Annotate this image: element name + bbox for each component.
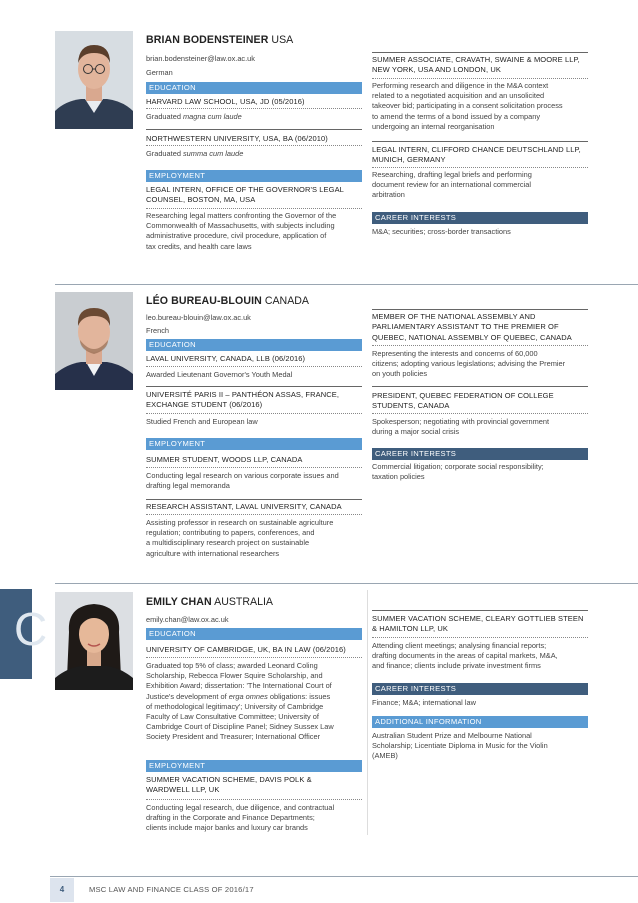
- employment-heading: EMPLOYMENT: [146, 170, 362, 182]
- employment-entry-description: Researching legal matters confronting the Governor of the Commonwealth of Massachusetts, with subjects including administrative procedure, civil procedure, application of tax credits, and health care laws: [146, 211, 337, 251]
- employment-entry-title: SUMMER STUDENT, WOODS LLP, CANADA: [146, 455, 303, 464]
- career-interests-text: M&A; securities; cross-border transactions: [372, 227, 511, 236]
- education-entry-title: UNIVERSITY OF CAMBRIDGE, UK, BA IN LAW (06/2016): [146, 645, 346, 654]
- entry-divider: [372, 141, 588, 142]
- employment-entry-title: PRESIDENT, QUEBEC FEDERATION OF COLLEGE STUDENTS, CANADA: [372, 391, 554, 411]
- portrait-photo-brian-bodensteiner: [55, 31, 133, 129]
- profile-name: LÉO BUREAU-BLOUIN CANADA: [146, 295, 309, 307]
- employment-entry-description: Conducting legal research on various corporate issues and drafting legal memoranda: [146, 471, 339, 491]
- portrait-photo-emily-chan: [55, 592, 133, 690]
- profile-language: French: [146, 326, 170, 335]
- employment-entry-title: LEGAL INTERN, OFFICE OF THE GOVERNOR'S LEGAL COUNSEL, BOSTON, MA, USA: [146, 185, 344, 205]
- career-interests-text: Finance; M&A; international law: [372, 698, 476, 707]
- employment-entry-description: Assisting professor in research on sustainable agriculture regulation; contributing to papers, conferences, and a multidisciplinary research project on sustainable agriculture with international researchers: [146, 518, 334, 558]
- employment-entry-description: Conducting legal research, due diligence, and contractual drafting in the Corporate and Finance Departments; clients include major banks and luxury car brands: [146, 803, 335, 833]
- section-letter: C: [14, 603, 48, 655]
- education-entry-description: Graduated magna cum laude: [146, 112, 242, 121]
- entry-divider: [146, 129, 362, 130]
- profile-language: German: [146, 68, 173, 77]
- employment-entry-title: SUMMER ASSOCIATE, CRAVATH, SWAINE & MOORE LLP, NEW YORK, USA AND LONDON, UK: [372, 55, 580, 75]
- employment-entry-title: LEGAL INTERN, CLIFFORD CHANCE DEUTSCHLAND LLP, MUNICH, GERMANY: [372, 145, 581, 165]
- education-entry-title: UNIVERSITÉ PARIS II – PANTHÉON ASSAS, FRANCE, EXCHANGE STUDENT (06/2016): [146, 390, 340, 410]
- entry-divider: [372, 610, 588, 611]
- education-entry-title: NORTHWESTERN UNIVERSITY, USA, BA (06/2010): [146, 134, 328, 143]
- employment-entry-description: Representing the interests and concerns of 60,000 citizens; adopting various legislations; advising the Premier on youth policies: [372, 349, 566, 379]
- education-entry-description: Awarded Lieutenant Governor's Youth Medal: [146, 370, 293, 379]
- profile-email: brian.bodensteiner@law.ox.ac.uk: [146, 54, 255, 63]
- dotted-divider: [372, 78, 588, 79]
- column-divider: [367, 590, 368, 835]
- person-portrait-icon: [55, 592, 133, 690]
- education-entry-title: HARVARD LAW SCHOOL, USA, JD (05/2016): [146, 97, 305, 106]
- footer-rule: [50, 876, 638, 877]
- footer-text: MSC LAW AND FINANCE CLASS OF 2016/17: [89, 885, 254, 894]
- dotted-divider: [146, 514, 362, 515]
- employment-heading: EMPLOYMENT: [146, 760, 362, 772]
- education-entry-description: Graduated top 5% of class; awarded Leonard Coling Scholarship, Rebecca Flower Squire Scholarship, and Exhibition Award; dissertation: 'The International Court of Justice's development of erga omnes obligations: issues of methodological legitimacy'; University of Cambridge Faculty of Law Consultative Committee; University of Cambridge Court of Discipline Panel; Sidney Sussex Law Society President and Treasurer; International Officer: [146, 661, 334, 742]
- profile-separator: [55, 284, 638, 285]
- profile-name: EMILY CHAN AUSTRALIA: [146, 596, 273, 608]
- education-heading: EDUCATION: [146, 628, 362, 640]
- education-entry-title: LAVAL UNIVERSITY, CANADA, LLB (06/2016): [146, 354, 306, 363]
- education-heading: EDUCATION: [146, 82, 362, 94]
- dotted-divider: [146, 108, 362, 109]
- career-interests-heading: CAREER INTERESTS: [372, 448, 588, 460]
- career-interests-text: Commercial litigation; corporate social responsibility; taxation policies: [372, 462, 544, 482]
- career-interests-heading: CAREER INTERESTS: [372, 683, 588, 695]
- dotted-divider: [372, 413, 588, 414]
- entry-divider: [146, 499, 362, 500]
- employment-entry-title: SUMMER VACATION SCHEME, DAVIS POLK & WARDWELL LLP, UK: [146, 775, 312, 795]
- entry-divider: [372, 386, 588, 387]
- entry-divider: [372, 52, 588, 53]
- education-heading: EDUCATION: [146, 339, 362, 351]
- profile-name: BRIAN BODENSTEINER USA: [146, 34, 294, 46]
- entry-divider: [372, 309, 588, 310]
- portrait-photo-leo-bureau-blouin: [55, 292, 133, 390]
- employment-entry-title: MEMBER OF THE NATIONAL ASSEMBLY AND PARLIAMENTARY ASSISTANT TO THE PREMIER OF QUEBEC, NATIONAL ASSEMBLY OF QUEBEC, CANADA: [372, 312, 572, 342]
- employment-heading: EMPLOYMENT: [146, 438, 362, 450]
- additional-information-text: Australian Student Prize and Melbourne National Scholarship; Licentiate Diploma in Music for the Violin (AMEB): [372, 731, 548, 761]
- employment-entry-title: RESEARCH ASSISTANT, LAVAL UNIVERSITY, CANADA: [146, 502, 342, 511]
- profile-email: emily.chan@law.ox.ac.uk: [146, 615, 229, 624]
- dotted-divider: [146, 657, 362, 658]
- education-entry-description: Studied French and European law: [146, 417, 258, 426]
- profile-separator: [55, 583, 638, 584]
- career-interests-heading: CAREER INTERESTS: [372, 212, 588, 224]
- profile-email: leo.bureau-blouin@law.ox.ac.uk: [146, 313, 251, 322]
- dotted-divider: [146, 799, 362, 800]
- dotted-divider: [372, 167, 588, 168]
- dotted-divider: [146, 208, 362, 209]
- employment-entry-description: Researching, drafting legal briefs and performing document review for an international commercial arbitration: [372, 170, 532, 200]
- section-letter-tab: [0, 589, 48, 679]
- dotted-divider: [372, 637, 588, 638]
- dotted-divider: [372, 345, 588, 346]
- person-portrait-icon: [55, 292, 133, 390]
- page-number: 4: [50, 878, 74, 902]
- employment-entry-description: Attending client meetings; analysing financial reports; drafting documents in the areas of capital markets, M&A, and finance; clients include private investment firms: [372, 641, 558, 671]
- employment-entry-title: SUMMER VACATION SCHEME, CLEARY GOTTLIEB STEEN & HAMILTON LLP, UK: [372, 614, 584, 634]
- person-portrait-icon: [55, 31, 133, 129]
- additional-information-heading: ADDITIONAL INFORMATION: [372, 716, 588, 728]
- employment-entry-description: Performing research and diligence in the M&A context related to a negotiated acquisition and an unsolicited takeover bid; participating in a consent solicitation process to amend the terms of a bond issued by a company undergoing an internal reorganisation: [372, 81, 563, 131]
- dotted-divider: [146, 467, 362, 468]
- dotted-divider: [146, 366, 362, 367]
- employment-entry-description: Spokesperson; negotiating with provincial government during a major social crisis: [372, 417, 550, 437]
- education-entry-description: Graduated summa cum laude: [146, 149, 244, 158]
- dotted-divider: [146, 413, 362, 414]
- entry-divider: [146, 386, 362, 387]
- dotted-divider: [146, 145, 362, 146]
